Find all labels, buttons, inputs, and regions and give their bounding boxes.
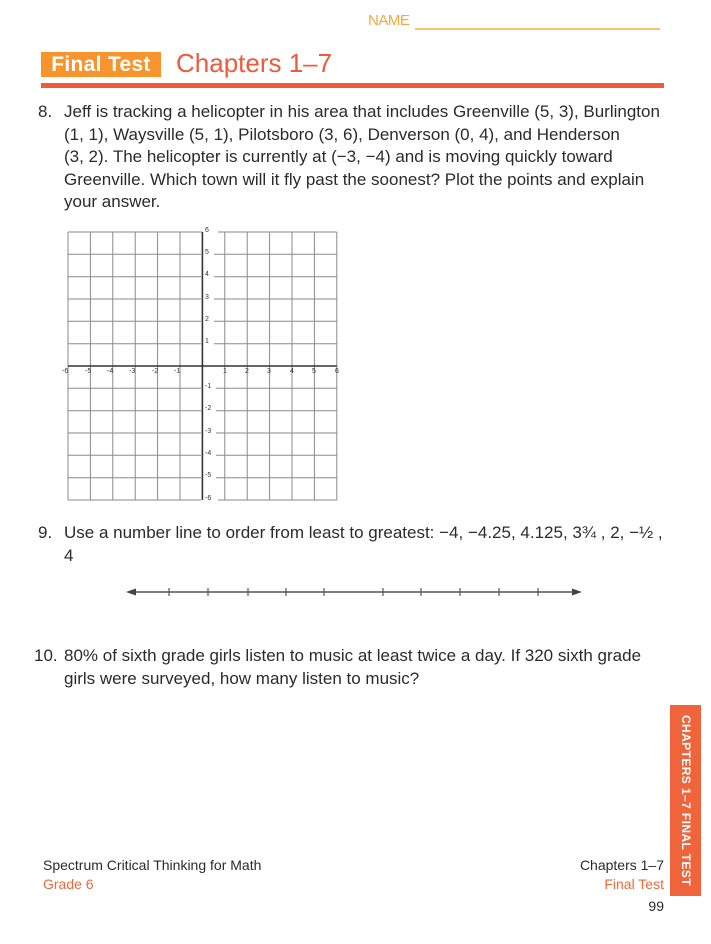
x-tick-label: -2 xyxy=(152,368,159,375)
y-tick-label: 1 xyxy=(205,338,209,345)
y-tick-label: 2 xyxy=(205,316,209,323)
x-tick-label: 5 xyxy=(312,368,316,375)
y-tick-label: 3 xyxy=(205,294,209,301)
x-tick-label: -4 xyxy=(107,368,114,375)
question-text xyxy=(64,645,684,690)
x-tick-label: -3 xyxy=(129,368,136,375)
number-line[interactable] xyxy=(124,582,586,602)
y-tick-label: 6 xyxy=(205,227,209,234)
chapter-side-tab xyxy=(670,705,701,896)
coordinate-grid[interactable] xyxy=(60,225,350,510)
y-tick-label: 5 xyxy=(205,249,209,256)
question-line: (3, 2). The helicopter is currently at (−3, −4) and is moving quickly toward xyxy=(64,147,613,166)
question-line: 80% of sixth grade girls listen to music at least twice a day. If 320 sixth grade xyxy=(64,646,642,665)
header-rule xyxy=(41,83,664,88)
grade-label: Grade 6 xyxy=(43,876,94,892)
x-tick-label: 1 xyxy=(223,368,227,375)
y-tick-label: -5 xyxy=(205,472,212,479)
y-tick-label: -3 xyxy=(205,428,212,435)
question-text xyxy=(64,522,684,567)
question-text xyxy=(64,101,684,214)
page-number: 99 xyxy=(648,898,664,914)
x-tick-label: 4 xyxy=(290,368,294,375)
footer-section: Final Test xyxy=(604,876,664,892)
x-tick-label: 6 xyxy=(335,368,339,375)
y-tick-label: 4 xyxy=(205,271,209,278)
question-number: 10. xyxy=(34,646,58,665)
page-title: Chapters 1–7 xyxy=(176,48,333,78)
question-line: Jeff is tracking a helicopter in his area that includes Greenville (5, 3), Burlington xyxy=(64,102,660,121)
question-line: your answer. xyxy=(64,192,161,211)
y-tick-label: -4 xyxy=(205,450,212,457)
x-tick-label: -6 xyxy=(62,368,69,375)
question-8 xyxy=(38,101,678,221)
question-line: 4 xyxy=(64,545,74,565)
question-10 xyxy=(34,645,684,693)
name-field-line[interactable] xyxy=(415,28,660,30)
question-9 xyxy=(38,522,678,570)
x-tick-label: 2 xyxy=(245,368,249,375)
question-line: girls were surveyed, how many listen to music? xyxy=(64,668,420,688)
x-tick-label: 3 xyxy=(267,368,271,375)
x-tick-label: -1 xyxy=(174,368,181,375)
question-number: 8. xyxy=(38,102,53,121)
y-tick-label: -2 xyxy=(205,405,212,412)
question-line: Use a number line to order from least to greatest: −4, −4.25, 4.125, 3¾ , 2, −½ , xyxy=(64,523,663,542)
final-test-badge: Final Test xyxy=(41,52,161,77)
side-tab-label: CHAPTERS 1–7 FINAL TEST xyxy=(679,714,693,886)
question-line: (1, 1), Waysville (5, 1), Pilotsboro (3, 6), Denverson (0, 4), and Henderson xyxy=(64,124,620,144)
y-tick-label: -1 xyxy=(205,383,212,390)
question-line: Greenville. Which town will it fly past the soonest? Plot the points and explain xyxy=(64,169,645,189)
y-tick-label: -6 xyxy=(205,495,212,502)
question-number: 9. xyxy=(38,523,53,542)
x-tick-label: -5 xyxy=(85,368,92,375)
footer-chapters: Chapters 1–7 xyxy=(579,857,664,873)
name-label: NAME xyxy=(368,12,410,29)
book-title: Spectrum Critical Thinking for Math xyxy=(43,857,262,873)
